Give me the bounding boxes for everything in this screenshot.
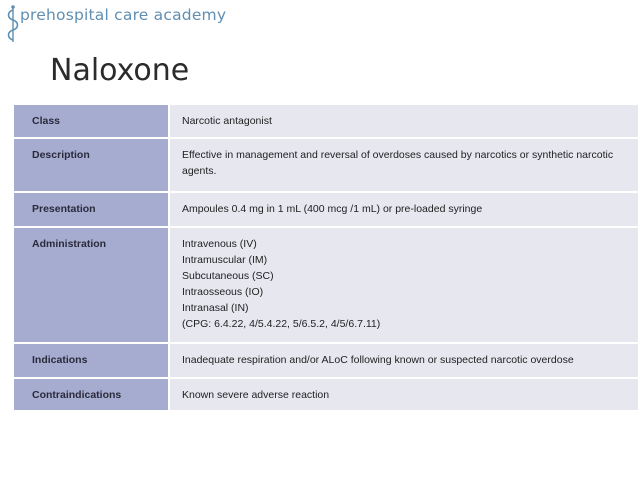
row-label: Administration (14, 228, 170, 342)
row-label: Description (14, 139, 170, 191)
table-row-presentation (14, 193, 638, 228)
row-label: Indications (14, 344, 170, 377)
row-label: Contraindications (14, 379, 170, 410)
table-row-class (14, 105, 638, 139)
table-row-contraindications (14, 379, 638, 412)
table-row-description (14, 139, 638, 193)
page-title: Naloxone (50, 53, 190, 88)
row-value: Ampoules 0.4 mg in 1 mL (400 mcg /1 mL) or pre-loaded syringe (170, 193, 638, 226)
row-value: Known severe adverse reaction (170, 379, 638, 410)
row-value: Inadequate respiration and/or ALoC following known or suspected narcotic overdose (170, 344, 638, 377)
logo (6, 4, 226, 44)
caduceus-icon (6, 4, 20, 44)
drug-info-table (14, 105, 638, 412)
row-label: Presentation (14, 193, 170, 226)
row-value: Intravenous (IV) Intramuscular (IM) Subcutaneous (SC) Intraosseous (IO) Intranasal (IN) (CPG: 6.4.22, 4/5.4.22, 5/6.5.2, 4/5/6.7.11) (170, 228, 638, 342)
row-label: Class (14, 105, 170, 137)
logo-text: prehospital care academy (20, 6, 227, 24)
row-value: Narcotic antagonist (170, 105, 638, 137)
table-row-indications (14, 344, 638, 379)
table-row-administration (14, 228, 638, 344)
row-value: Effective in management and reversal of overdoses caused by narcotics or synthetic narcotic agents. (170, 139, 638, 191)
